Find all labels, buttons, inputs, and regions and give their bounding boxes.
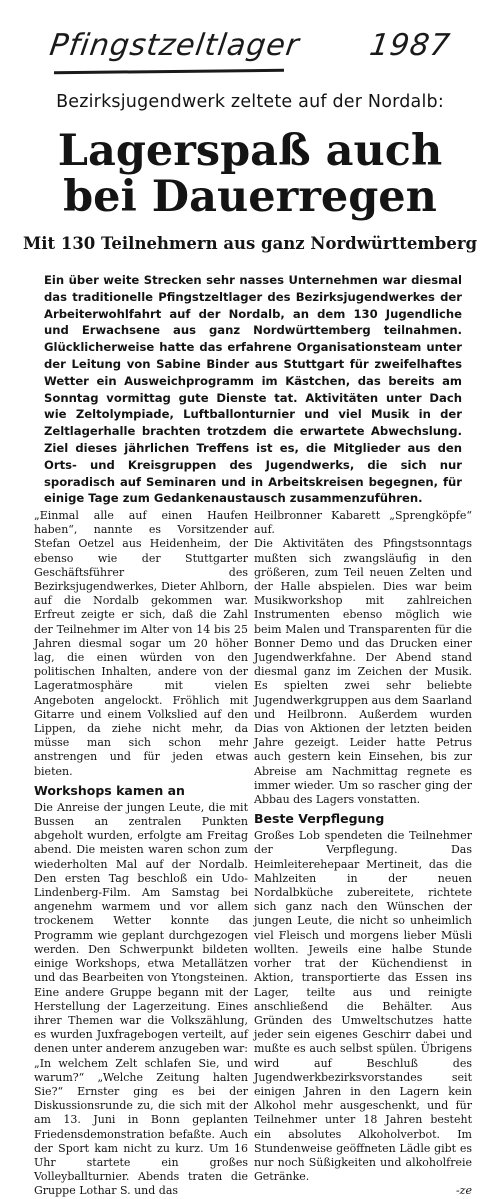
article-column-left	[34, 509, 248, 1199]
article-column-right	[254, 509, 472, 1199]
paragraph: Die Aktivitäten des Pfingstsonntags mußten sich zwangsläufig in den größeren, zum Teil neuen Zelten und der Halle abspielen. Dies war beim Musikworkshop mit zahlreichen Instrumenten ebenso möglich wie beim Malen und Transparenten für die Bonner Demo und das Drucken einer Jugendwerkfahne. Der Abend stand diesmal ganz im Zeichen der Musik. Es spielten zwei sehr beliebte Jugendwerkgruppen aus dem Saarland und Heilbronn. Außerdem wurden Dias von Aktionen der letzten beiden Jahre gezeigt. Leider hatte Petrus auch gestern kein Einsehen, bis zur Abreise am Nachmittag regnete es immer wieder. Um so rascher ging der Abbau des Lagers vonstatten.	[254, 537, 472, 807]
paragraph: Heilbronner Kabarett „Sprengköpfe“ auf.	[254, 509, 472, 537]
article-kicker: Bezirksjugendwerk zeltete auf der Nordalb:	[56, 92, 444, 112]
handwritten-year: 1987	[367, 28, 453, 63]
handwritten-annotation	[28, 14, 468, 70]
author-signature: -ze	[455, 1184, 472, 1198]
section-heading: Beste Verpflegung	[254, 811, 385, 827]
paragraph: Großes Lob spendeten die Teilnehmer der Verpflegung. Das Heimleiterehepaar Mertineit, das die Mahlzeiten in der neuen Nordalbküche zubereitete, richtete sich ganz nach den Wünschen der jungen Leute, die nicht so unheimlich viel Fleisch und morgens lieber Müsli wollten. Jeweils eine halbe Stunde vorher trat der Küchendienst in Aktion, transportierte das Essen ins Lager, teilte aus und reinigte anschließend die Behälter. Aus Gründen des Umweltschutzes hatte jeder sein eigenes Geschirr dabei und mußte es auch selbst spülen. Übrigens wird auf Beschluß des Jugendwerkbezirksvorstandes seit einigen Jahren in den Lagern kein Alkohol mehr ausgeschenkt, und für Teilnehmer unter 18 Jahren besteht ein absolutes Alkoholverbot. Im Stundenweise geöffneten Lädle gibt es nur noch Süßigkeiten und alkoholfreie Getränke.	[254, 829, 472, 1184]
article-subheadline: Mit 130 Teilnehmern aus ganz Nordwürttemberg	[22, 234, 478, 253]
section-heading: Workshops kamen an	[34, 782, 185, 798]
paragraph: „Einmal alle auf einen Haufen haben“, nannte es Vorsitzender Stefan Oetzel aus Heidenheim, der ebenso wie der Stuttgarter Geschäftsführer des Bezirksjugendwerkes, Dieter Ahlborn, auf die Nordalb gekommen war. Erfreut zeigte er sich, daß die Zahl der Teilnehmer im Alter von 14 bis 25 Jahren diesmal sogar um 20 höher lag, die einen würden von den politischen Inhalten, andere von der Lageratmosphäre mit vielen Angeboten angelockt. Fröhlich mit Gitarre und einem Volkslied auf den Lippen, da ziehe nicht mehr, da müsse man sich schon mehr anstrengen und für jeden etwas bieten.	[34, 509, 248, 778]
article-headline	[0, 128, 500, 220]
article-lead: Ein über weite Strecken sehr nasses Unternehmen war diesmal das traditionelle Pfingstzeltlager des Bezirksjugendwerkes der Arbeiterwohlfahrt auf der Nordalb, an dem 130 Jugendliche und Erwachsene aus ganz Nordwürttemberg teilnahmen. Glücklicherweise hatte das erfahrene Organisationsteam unter der Leitung von Sabine Binder aus Stuttgart für zweifelhaftes Wetter ein Ausweichprogramm im Kästchen, das bereits am Sonntag vormittag gute Dienste tat. Aktivitäten unter Dach wie Zeltolympiade, Luftballonturnier und viel Musik in der Zeltlagerhalle brachten trotzdem die erwartete Abwechslung. Ziel dieses jährlichen Treffens ist es, die Mitglieder aus den Orts- und Kreisgruppen des Jugendwerks, die sich nur sporadisch auf Seminaren und in Arbeitskreisen begegnen, für einige Tage zum Gedankenaustausch zusammenzuführen.	[44, 273, 462, 506]
handwritten-underline	[54, 69, 284, 74]
handwritten-title: Pfingstzeltlager 1987	[47, 28, 453, 63]
headline-line-2: bei Dauerregen	[63, 172, 437, 222]
paragraph: Die Anreise der jungen Leute, die mit Bussen an zentralen Punkten abgeholt wurden, erfolgte am Freitag abend. Die meisten waren schon zum wiederholten Mal auf der Nordalb. Den ersten Tag beschloß ein Udo-Lindenberg-Film. Am Samstag bei angenehm warmem und vor allem trockenem Wetter konnte das Programm wie geplant durchgezogen werden. Den Schwerpunkt bildeten einige Workshops, etwa Metallätzen und das Bearbeiten von Ytongsteinen. Eine andere Gruppe begann mit der Herstellung der Lagerzeitung. Eines ihrer Themen war die Volkszählung, es wurden Juxfragebogen verteilt, auf denen unter anderem anzugeben war: „In welchem Zelt schlafen Sie, und warum?“ „Welche Zeitung halten Sie?“ Ernster ging es bei der Diskussionsrunde zu, die sich mit der am 13. Juni in Bonn geplanten Friedensdemonstration befaßte. Auch der Sport kam nicht zu kurz. Um 16 Uhr startete ein großes Volleyballturnier. Abends traten die Gruppe Lothar S. und das	[34, 800, 248, 1198]
headline-line-1: Lagerspaß auch	[57, 126, 443, 176]
